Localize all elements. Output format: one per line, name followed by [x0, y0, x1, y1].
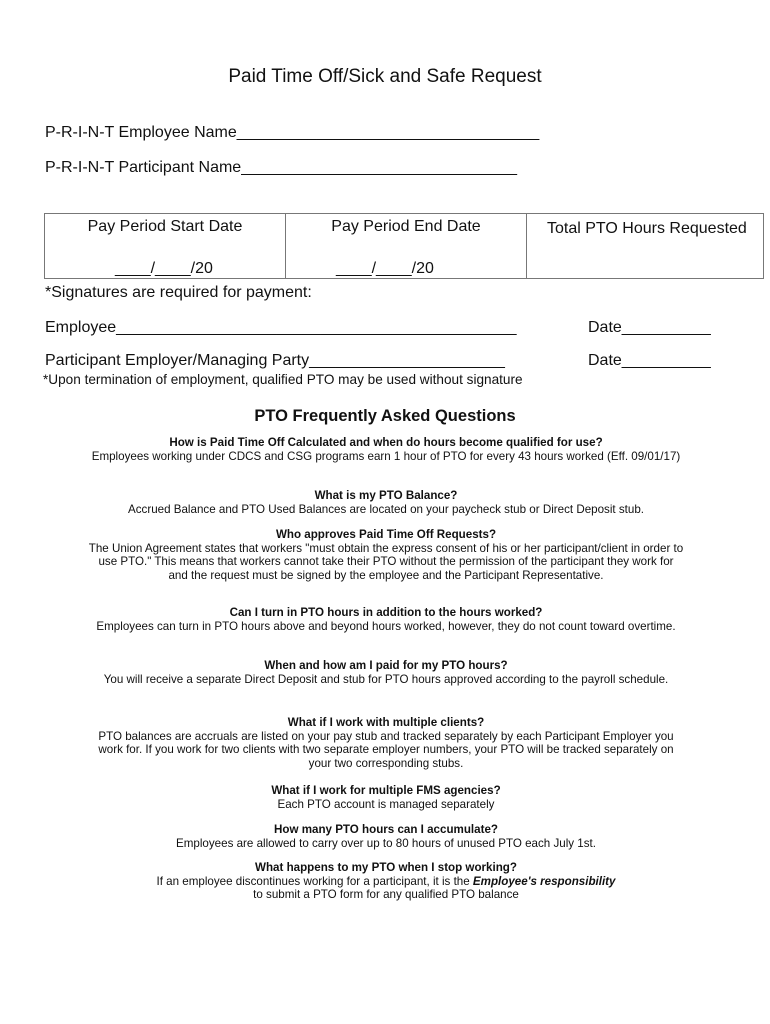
employee-name-field[interactable]: P-R-I-N-T Employee Name__________________________________ [45, 124, 540, 141]
faq-question: What if I work with multiple clients? [287, 716, 485, 729]
faq-question: When and how am I paid for my PTO hours? [264, 659, 508, 672]
start-date-label: Pay Period Start Date [87, 218, 243, 235]
party-signature-field[interactable]: Participant Employer/Managing Party______________________ [45, 352, 505, 369]
faq-item [88, 784, 684, 811]
faq-answer: You will receive a separate Direct Deposit and stub for PTO hours approved according to the payroll schedule. [103, 672, 669, 686]
faq-answer [88, 875, 684, 902]
faq-question: How many PTO hours can I accumulate? [274, 823, 498, 836]
faq-answer-pre: If an employee discontinues working for a participant, it is the [156, 874, 473, 888]
faq-answer: The Union Agreement states that workers "must obtain the express consent of his or her participant/client in order to use PTO." This means that workers cannot take their PTO without the permission of the participant they work for and the request must be signed by the employee and the Participant Representative. [88, 541, 684, 582]
faq-item [88, 489, 684, 516]
pay-period-table [44, 213, 764, 279]
faq-question: What if I work for multiple FMS agencies? [271, 784, 501, 797]
faq-item [88, 659, 684, 686]
participant-name-field[interactable]: P-R-I-N-T Participant Name_______________________________ [45, 159, 518, 176]
faq-answer: PTO balances are accruals are listed on your pay stub and tracked separately by each Participant Employer you work for. If you work for two clients with two separate employer numbers, your PTO will be tracked separately on your two corresponding stubs. [98, 729, 674, 770]
faq-question: What happens to my PTO when I stop working? [255, 861, 517, 874]
faq-answer: Employees working under CDCS and CSG programs earn 1 hour of PTO for every 43 hours worked (Eff. 09/01/17) [91, 449, 681, 463]
employee-date-field[interactable]: Date__________ [588, 319, 711, 336]
party-date-field[interactable]: Date__________ [588, 352, 711, 369]
faq-answer: Employees can turn in PTO hours above and beyond hours worked, however, they do not count toward overtime. [96, 619, 676, 633]
faq-item [88, 716, 684, 770]
faq-question: How is Paid Time Off Calculated and when do hours become qualified for use? [169, 436, 603, 449]
faq-item [88, 823, 684, 850]
termination-note: *Upon termination of employment, qualified PTO may be used without signature [43, 372, 523, 387]
faq-answer: Accrued Balance and PTO Used Balances are located on your paycheck stub or Direct Deposit stub. [128, 502, 644, 516]
faq-title: PTO Frequently Asked Questions [254, 407, 516, 425]
faq-question: What is my PTO Balance? [314, 489, 458, 502]
start-date-field[interactable]: ____/____/20 [115, 260, 213, 277]
faq-question: Can I turn in PTO hours in addition to the hours worked? [229, 606, 543, 619]
total-hours-cell[interactable] [527, 214, 763, 278]
faq-item [88, 436, 684, 463]
faq-item [88, 861, 684, 902]
faq-answer-emphasis: Employee's responsibility [472, 874, 616, 888]
end-date-field[interactable]: ____/____/20 [336, 260, 434, 277]
page-title: Paid Time Off/Sick and Safe Request [228, 66, 542, 87]
signatures-note: *Signatures are required for payment: [45, 284, 312, 301]
faq-answer-post: to submit a PTO form for any qualified PTO balance [253, 888, 519, 901]
faq-answer: Employees are allowed to carry over up to 80 hours of unused PTO each July 1st. [176, 836, 596, 850]
end-date-label: Pay Period End Date [331, 218, 481, 235]
employee-signature-field[interactable]: Employee_____________________________________________ [45, 319, 517, 336]
total-hours-label: Total PTO Hours Requested [547, 220, 747, 237]
faq-question: Who approves Paid Time Off Requests? [275, 528, 497, 541]
end-date-cell [286, 214, 527, 278]
start-date-cell [45, 214, 286, 278]
faq-item [88, 528, 684, 582]
faq-answer: Each PTO account is managed separately [277, 797, 495, 811]
faq-item [88, 606, 684, 633]
